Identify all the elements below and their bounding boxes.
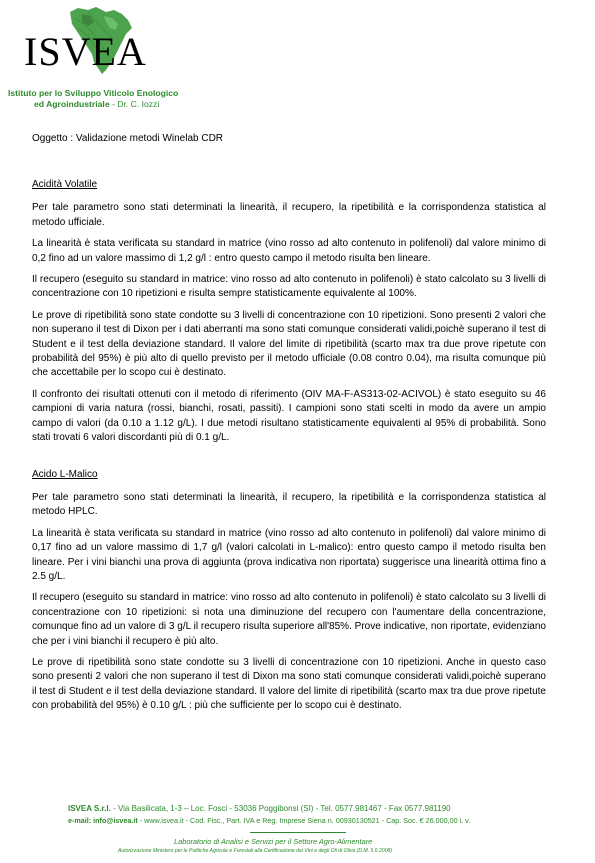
footer-company: ISVEA S.r.l.	[68, 804, 111, 813]
isvea-logo	[18, 4, 188, 88]
institute-name-bold: ed Agroindustriale	[34, 99, 110, 109]
footer-email: e-mail: info@isvea.it	[68, 816, 138, 825]
section-acidita-volatile	[32, 178, 546, 446]
section-title: Acido L-Malico	[32, 468, 98, 480]
paragraph: Il recupero (eseguito su standard in matrice: vino rosso ad alto contenuto in polifenoli) è stato calcolato su 3 livelli di concentrazione con 10 ripetizioni e risulta sempre statisticamente equivalente al 100%.	[32, 274, 546, 300]
paragraph: Per tale parametro sono stati determinati la linearità, il recupero, la ripetibilità e la corrispondenza statistica al metodo ufficiale.	[32, 202, 546, 228]
document-body	[32, 178, 546, 721]
paragraph: Le prove di ripetibilità sono state condotte su 3 livelli di concentrazione con 10 ripetizioni. Anche in questo caso sono presenti 2 valori che non superano il test di Dixon ma sono stati comunque considerati validi,poichè superano il test di Student e il test della deviazione standard. Il valore del limite di ripetibilità (scarto max tra due prove ripetute con probabilità del 95%) è 0.10 g/L : più che sufficiente per lo scopo cui è destinato.	[32, 656, 546, 712]
section-acido-l-malico	[32, 468, 546, 714]
paragraph: La linearità è stata verificata su standard in matrice (vino rosso ad alto contenuto in polifenoli) dal valore minimo di 0,17 fino ad un valore massimo di 1,7 g/l (valori calcolati in L-malico): entro questo campo il metodo risulta ben lineare. Per i vini bianchi una prova di aggiunta (prova indicativa non riportata) suggerisce una linearità ottima fino a 2.5 g/L.	[32, 527, 546, 582]
paragraph: Le prove di ripetibilità sono state condotte su 3 livelli di concentrazione con 10 ripetizioni. Sono presenti 2 valori che non superano il test di Dixon per i dati aberranti ma sono stati comunque considerati validi,poichè superano il test di Student e il test della deviazione standard. Il valore del limite di ripetibilità (scarto max tra due prove ripetute con probabilità del 95%) è più alto di quello previsto per il metodo ufficiale (0.08 contro 0.04), ma risulta comunque più che accettabile per lo scopo cui è destinato.	[32, 309, 546, 379]
section-title: Acidità Volatile	[32, 179, 98, 190]
institute-director: - Dr. C. Iozzi	[109, 99, 160, 109]
institute-name-line1: Istituto per lo Sviluppo Viticolo Enologico	[8, 88, 179, 98]
logo-text: ISVEA	[24, 29, 147, 74]
footer-address-line	[68, 804, 451, 813]
footer-registration: - www.isvea.it - Cod. Fisc., Part. IVA e Reg. Imprese Siena n. 00930130521 - Cap. Soc. € 26.000,00 i. v.	[137, 816, 471, 825]
paragraph: Per tale parametro sono stati determinati la linearità, il recupero, la ripetibilità e la corrispondenza statistica al metodo HPLC.	[32, 491, 546, 518]
paragraph: Il recupero (eseguito su standard in matrice: vino rosso ad alto contenuto in polifenoli) è stato calcolato su 3 livelli di concentrazione con 10 ripetizioni: si nota una diminuzione del recupero con l'aumentare della concentrazione, comunque fino ad un valore di 3 g/L il recupero risulta superiore all'85%. Prove indicative, non riportate, evidenziano che per i vini bianchi il recupero è più alto.	[32, 592, 546, 647]
footer-lab-line: Laboratorio di Analisi e Servizi per il Settore Agro-Alimentare	[174, 837, 373, 846]
paragraph: Il confronto dei risultati ottenuti con il metodo di riferimento (OIV MA-F-AS313-02-ACIVOL) è stato eseguito su 46 campioni di varia natura (rossi, bianchi, rosati, passiti). I campioni sono stati scelti in modo da avere un ampio campo di valori (da 0.10 a 1.12 g/L). I due metodi risultano statisticamente equivalenti al 95% di probabilità. Sono stati trovati 6 valori discordanti più di 0.1 g/L.	[32, 388, 546, 444]
paragraph: La linearità è stata verificata su standard in matrice (vino rosso ad alto contenuto in polifenoli) dal valore minimo di 0,2 fino ad un valore massimo di 1,2 g/l : entro questo campo il metodo risulta ben lineare.	[32, 238, 546, 264]
footer-address: - Via Basilicata, 1-3 – Loc. Fosci - 53036 Poggibonsi (SI) - Tel. 0577.981467 - Fax 0577.981190	[110, 804, 451, 813]
footer-authorization-line: Autorizzazione Ministero per le Politiche Agricole e Forestali alla Certificazione dei Vini e degli Oli di Oliva (D.M. 5.6.2008)	[118, 848, 393, 854]
institute-name-line2	[34, 99, 159, 109]
document-subject: Oggetto : Validazione metodi Winelab CDR	[32, 133, 224, 144]
footer-contact-line	[68, 816, 470, 825]
footer-divider	[250, 832, 346, 833]
